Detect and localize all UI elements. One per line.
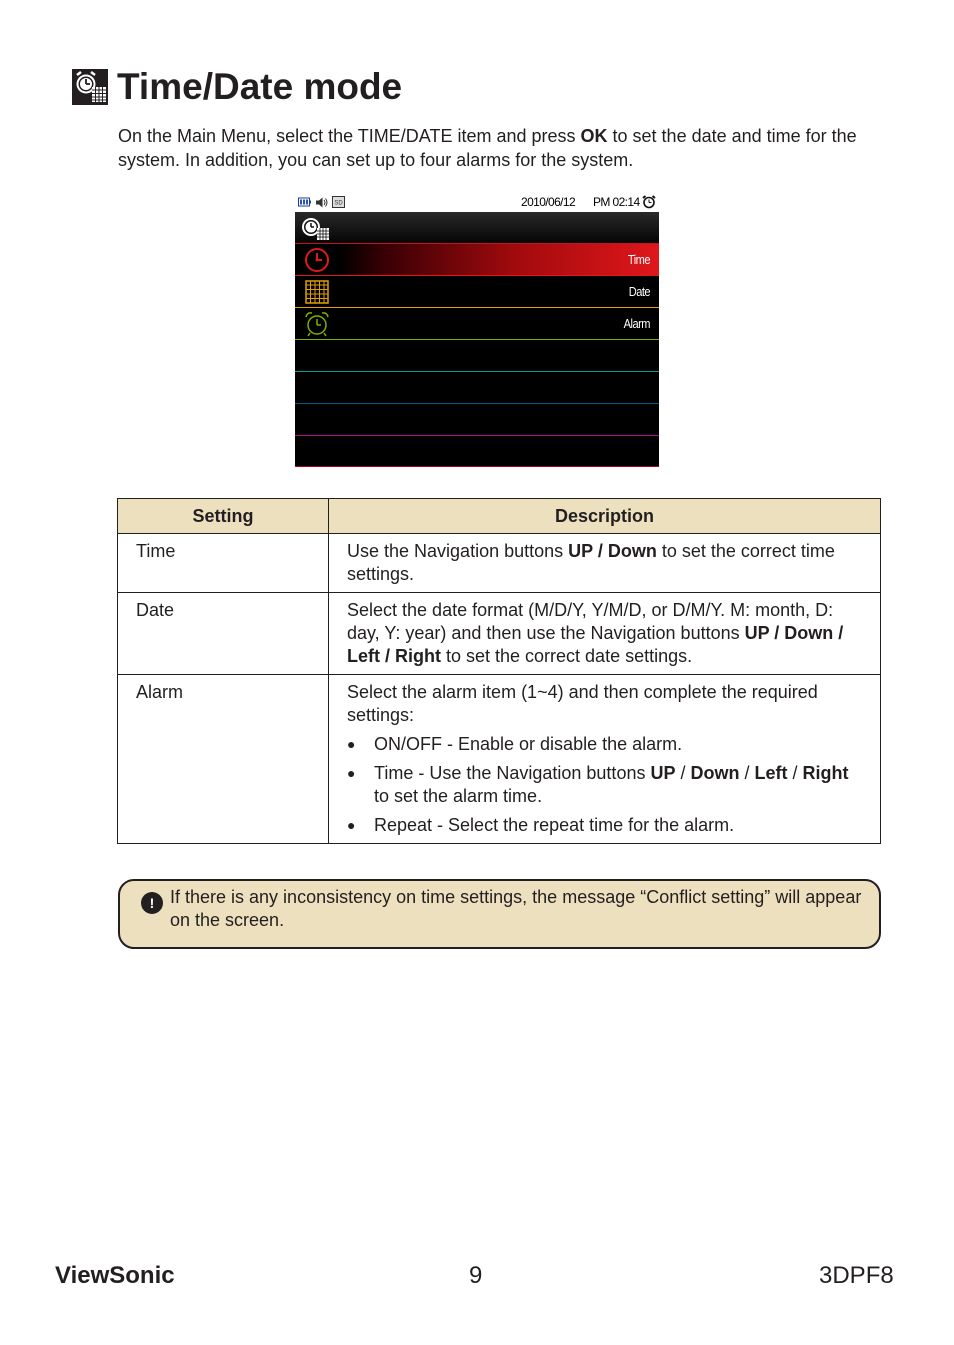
list-item: ● Repeat - Select the repeat time for the alarm. — [347, 814, 862, 837]
footer-model: 3DPF8 — [819, 1262, 894, 1289]
alarm-clock-icon — [303, 310, 331, 338]
intro-ok-key: OK — [580, 126, 608, 146]
menu-empty-row — [295, 436, 659, 467]
separator: / — [739, 763, 755, 783]
menu-empty-row — [295, 404, 659, 436]
menu-empty-row — [295, 340, 659, 372]
menu-item-time[interactable] — [295, 244, 659, 276]
setting-cell: Time — [118, 534, 329, 593]
description-text: Use the Navigation buttons — [347, 541, 569, 561]
description-cell — [329, 534, 881, 593]
alarm-clock-icon — [642, 195, 656, 209]
note-box — [118, 879, 881, 949]
footer-page-number: 9 — [469, 1262, 483, 1289]
status-bar — [295, 193, 659, 212]
button-names: UP / Down — [568, 541, 657, 561]
menu-item-time-label: Time — [627, 252, 650, 267]
battery-icon — [298, 197, 311, 207]
clock-calendar-icon — [300, 215, 330, 241]
sd-card-label: SD — [334, 200, 343, 207]
list-item — [347, 762, 862, 808]
device-screen — [295, 193, 659, 467]
status-date: 2010/06/12 — [521, 195, 576, 209]
button-name: UP — [650, 763, 676, 783]
menu-item-date-label: Date — [628, 284, 650, 299]
table-row — [118, 593, 881, 675]
intro-text-cont: to set the date and time for the system. In addition, you can set up to four alarms for the system. — [118, 126, 857, 170]
menu-item-date[interactable] — [295, 276, 659, 308]
list-item-text: to set the alarm time. — [374, 786, 543, 806]
exclamation-icon: ! — [141, 892, 163, 914]
table-header-row — [118, 499, 881, 534]
page-title: Time/Date mode — [117, 66, 403, 107]
sd-card-icon — [332, 196, 345, 208]
table-row — [118, 675, 881, 844]
description-text: Select the alarm item (1~4) and then complete the required settings: — [347, 682, 818, 725]
separator: / — [787, 763, 803, 783]
menu-item-alarm-label: Alarm — [623, 316, 650, 331]
description-cell — [329, 593, 881, 675]
button-names: UP / Down / Left / Right — [347, 623, 844, 666]
screen-header — [295, 212, 659, 244]
intro-text: On the Main Menu, select the TIME/DATE item and press — [118, 126, 581, 146]
menu-empty-row — [295, 372, 659, 404]
clock-calendar-icon — [72, 69, 108, 105]
note-text: If there is any inconsistency on time settings, the message “Conflict setting” will appear on the screen. — [170, 887, 862, 930]
button-name: Right — [802, 763, 849, 783]
list-item-text: Time - Use the Navigation buttons — [374, 763, 651, 783]
button-name: Left — [754, 763, 788, 783]
description-text: to set the correct date settings. — [440, 646, 693, 666]
separator: / — [675, 763, 691, 783]
alarm-settings-list — [347, 733, 862, 837]
calendar-icon — [303, 278, 331, 306]
page-title-row — [72, 64, 402, 110]
setting-cell: Date — [118, 593, 329, 675]
table-row — [118, 534, 881, 593]
footer-brand: ViewSonic — [55, 1262, 175, 1289]
list-item: ● ON/OFF - Enable or disable the alarm. — [347, 733, 862, 756]
description-cell — [329, 675, 881, 844]
clock-icon — [303, 246, 331, 274]
column-header-description: Description — [329, 499, 881, 534]
settings-table — [117, 498, 881, 844]
speaker-icon — [315, 197, 328, 208]
column-header-setting: Setting — [118, 499, 329, 534]
description-text: Select the date format (M/D/Y, Y/M/D, or D/M/Y. M: month, D: day, Y: year) and then use the Navigation buttons — [347, 600, 834, 643]
intro-paragraph — [118, 124, 888, 172]
status-time: PM 02:14 — [593, 195, 640, 209]
setting-cell: Alarm — [118, 675, 329, 844]
description-text: to set the correct time settings. — [347, 541, 835, 584]
button-name: Down — [690, 763, 740, 783]
menu-item-alarm[interactable] — [295, 308, 659, 340]
